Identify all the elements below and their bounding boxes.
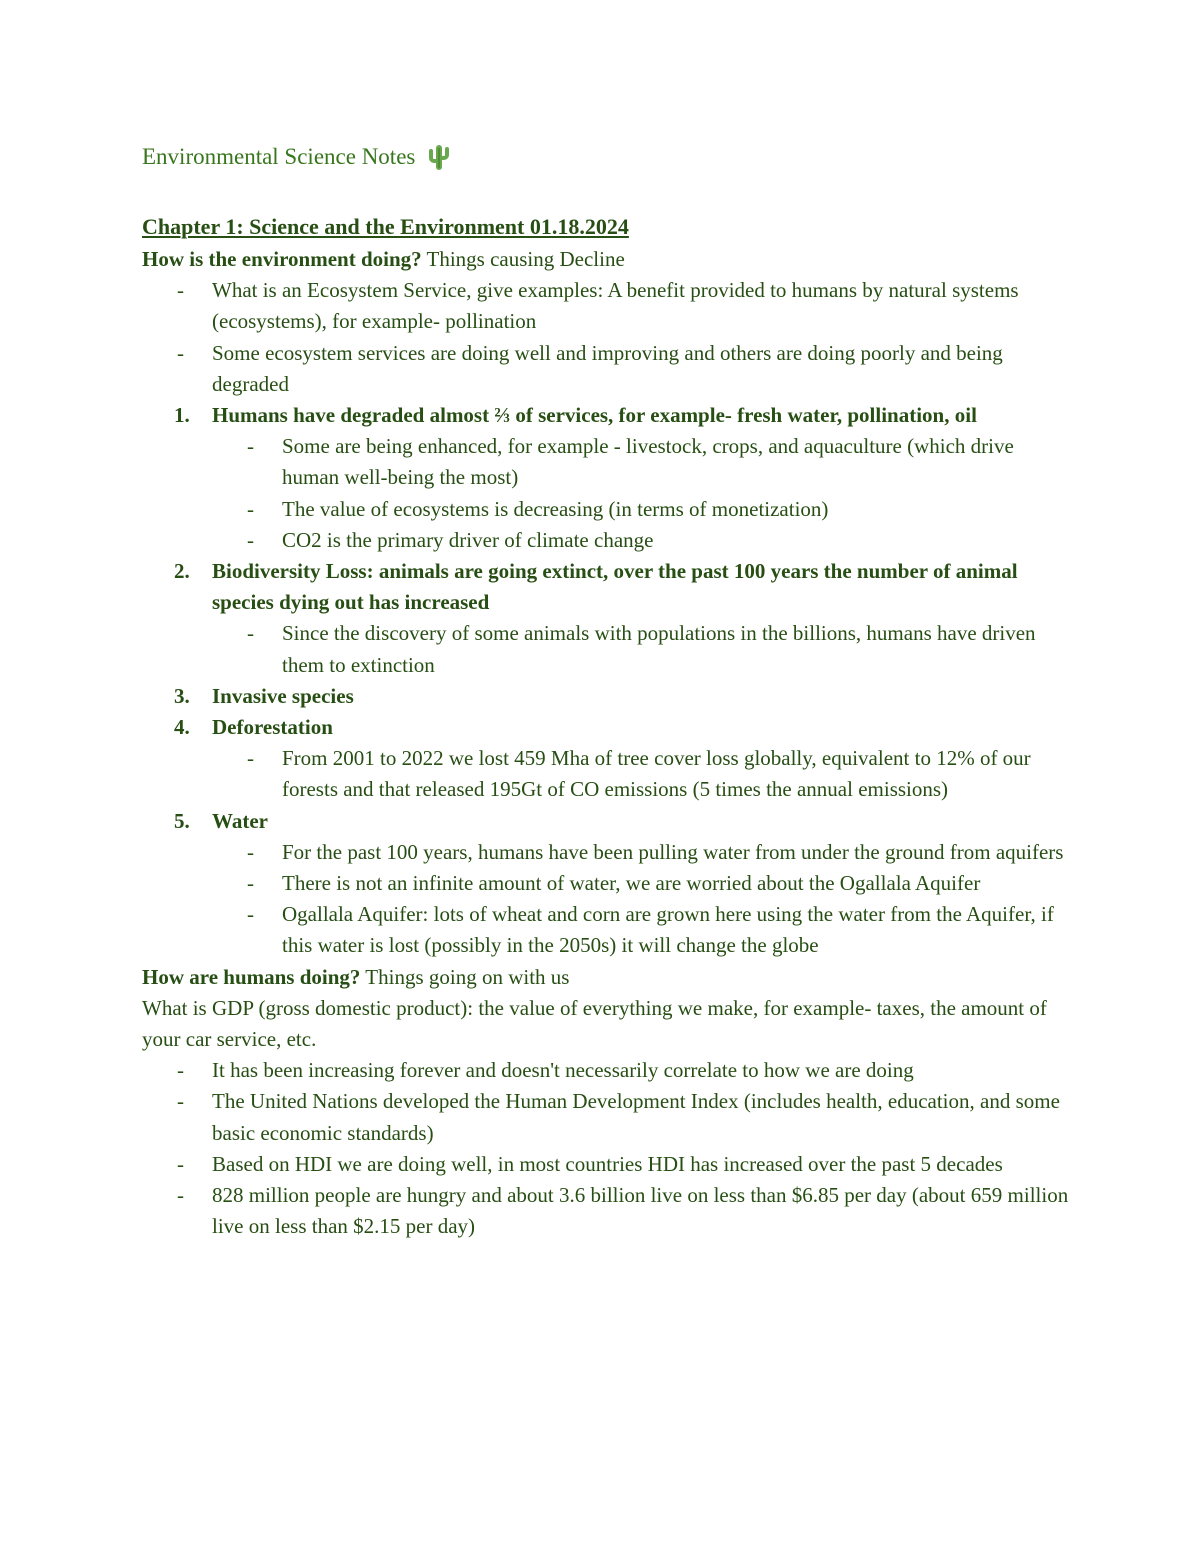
list-item: - For the past 100 years, humans have been pulling water from under the ground from aquifers <box>212 837 1072 868</box>
list-item: - Some are being enhanced, for example - livestock, crops, and aquaculture (which drive human well-being the most) <box>212 431 1072 493</box>
item-text: Water <box>212 808 268 833</box>
item-text: Invasive species <box>212 683 354 708</box>
list-item: - From 2001 to 2022 we lost 459 Mha of tree cover loss globally, equivalent to 12% of our forests and that released 195Gt of CO emissions (5 times the annual emissions) <box>212 743 1072 805</box>
list-item: - 828 million people are hungry and about 3.6 billion live on less than $6.85 per day (about 659 million live on less than $2.15 per day) <box>142 1180 1072 1242</box>
document-page <box>142 140 1072 1243</box>
sub-bullets <box>212 743 1072 805</box>
list-item: - Since the discovery of some animals with populations in the billions, humans have driven them to extinction <box>212 618 1072 680</box>
sub-bullets <box>212 618 1072 680</box>
document-title <box>142 140 1072 174</box>
environment-subtitle: Things causing Decline <box>421 247 625 271</box>
sub-bullets <box>212 431 1072 556</box>
list-item: - The value of ecosystems is decreasing (in terms of monetization) <box>212 494 1072 525</box>
item-number: 1. <box>174 403 190 428</box>
numbered-item-3 <box>142 681 1072 712</box>
chapter-heading: Chapter 1: Science and the Environment 01.18.2024 <box>142 214 629 239</box>
list-item: - What is an Ecosystem Service, give examples: A benefit provided to humans by natural systems (ecosystems), for example- pollination <box>142 275 1072 337</box>
humans-subtitle: Things going on with us <box>360 964 570 989</box>
environment-question: How is the environment doing? <box>142 247 422 271</box>
list-item: - There is not an infinite amount of water, we are worried about the Ogallala Aquifer <box>212 868 1072 899</box>
ecosystem-bullets <box>142 275 1072 400</box>
numbered-item-5 <box>142 806 1072 962</box>
numbered-item-1 <box>142 400 1072 556</box>
title-text: Environmental Science Notes <box>142 144 416 169</box>
list-item: - The United Nations developed the Human Development Index (includes health, education, and some basic economic standards) <box>142 1086 1072 1148</box>
section-humans-heading <box>142 962 1072 993</box>
list-item: - Ogallala Aquifer: lots of wheat and corn are grown here using the water from the Aquifer, if this water is lost (possibly in the 2050s) it will change the globe <box>212 899 1072 961</box>
item-text: Biodiversity Loss: animals are going extinct, over the past 100 years the number of animal species dying out has increased <box>212 559 1018 615</box>
item-number: 2. <box>174 559 190 584</box>
item-number: 3. <box>174 683 190 708</box>
cactus-icon <box>427 143 451 171</box>
humans-bullets <box>142 1055 1072 1242</box>
item-number: 5. <box>174 808 190 833</box>
decline-numbered-list <box>142 400 1072 962</box>
item-number: 4. <box>174 715 190 740</box>
sub-bullets <box>212 837 1072 962</box>
list-item: - CO2 is the primary driver of climate change <box>212 525 1072 556</box>
list-item: - Based on HDI we are doing well, in most countries HDI has increased over the past 5 decades <box>142 1149 1072 1180</box>
item-text: Deforestation <box>212 715 333 740</box>
item-text: Humans have degraded almost ⅔ of services, for example- fresh water, pollination, oil <box>212 403 977 428</box>
numbered-item-4 <box>142 712 1072 806</box>
section-environment-heading <box>142 244 1072 275</box>
list-item: - It has been increasing forever and doesn't necessarily correlate to how we are doing <box>142 1055 1072 1086</box>
list-item: - Some ecosystem services are doing well and improving and others are doing poorly and being degraded <box>142 338 1072 400</box>
humans-question: How are humans doing? <box>142 964 361 989</box>
gdp-paragraph: What is GDP (gross domestic product): the value of everything we make, for example- taxes, the amount of your car service, etc. <box>142 995 1047 1052</box>
numbered-item-2 <box>142 556 1072 681</box>
